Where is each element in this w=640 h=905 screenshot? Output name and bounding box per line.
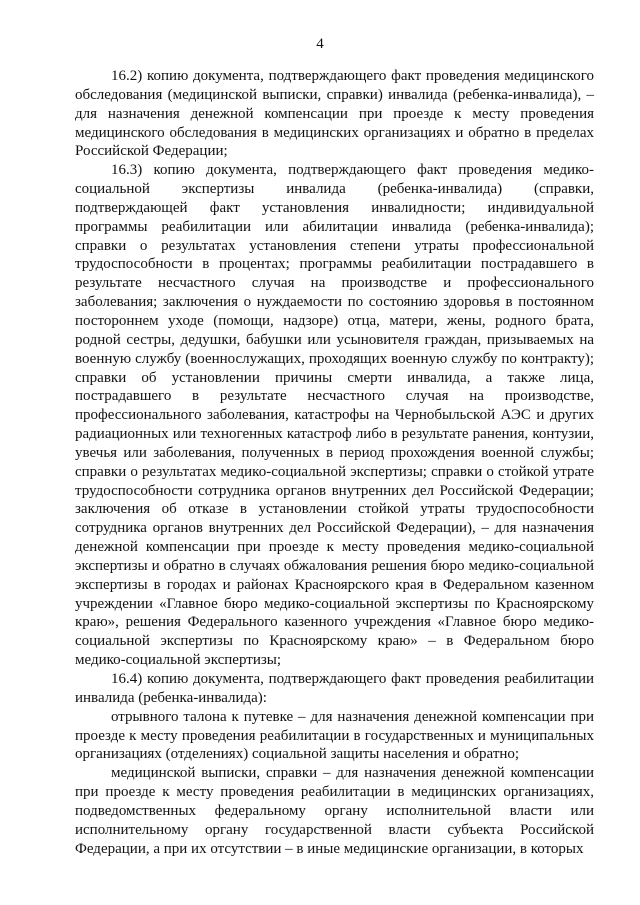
paragraph-16-2: 16.2) копию документа, подтверждающего факт проведения медицинского обследования (медицинской выписки, справки) инвалида (ребенка-инвалида), – для назначения денежной компенсации при проезде к месту проведения медицинского обследования в медицинских организациях и обратно в пределах Российской Федерации;	[75, 68, 594, 160]
paragraph-medical-extract: медицинской выписки, справки – для назначения денежной компенсации при проезде к месту проведения реабилитации в медицинских организациях, подведомственных федеральному органу исполнительной власти или исполнительному органу государственной власти субъекта Российской Федерации, а при их отсутствии – в иные медицинские организации, в которых	[75, 765, 594, 857]
document-body	[75, 67, 594, 858]
paragraph-16-4: 16.4) копию документа, подтверждающего факт проведения реабилитации инвалида (ребенка-инвалида):	[75, 671, 594, 706]
paragraph-coupon: отрывного талона к путевке – для назначения денежной компенсации при проезде к месту проведения реабилитации в государственных и муниципальных организациях (отделениях) социальной защиты населения и обратно;	[75, 708, 594, 763]
page-number: 4	[316, 36, 324, 52]
paragraph-16-3: 16.3) копию документа, подтверждающего факт проведения медико-социальной экспертизы инвалида (ребенка-инвалида) (справки, подтверждающей факт установления инвалидности; индивидуальной программы реабилитации или абилитации инвалида (ребенка-инвалида); справки о результатах установления степени утраты профессиональной трудоспособности в процентах; программы реабилитации пострадавшего в результате несчастного случая на производстве и профессионального заболевания; заключения о нуждаемости по состоянию здоровья в постоянном постороннем уходе (помощи, надзоре) отца, матери, жены, родного брата, родной сестры, дедушки, бабушки или усыновителя граждан, призываемых на военную службу (военнослужащих, проходящих военную службу по контракту); справки об установлении причины смерти инвалида, а также лица, пострадавшего в результате несчастного случая на производстве, профессионального заболевания, катастрофы на Чернобыльской АЭС и других радиационных или техногенных катастроф либо в результате ранения, контузии, увечья или заболевания, полученных в период прохождения военной службы; справки о результатах медико-социальной экспертизы; справки о стойкой утрате трудоспособности сотрудника органов внутренних дел Российской Федерации; заключения об отказе в установлении стойкой утраты трудоспособности сотрудника органов внутренних дел Российской Федерации), – для назначения денежной компенсации при проезде к месту проведения медико-социальной экспертизы и обратно в случаях обжалования решения бюро медико-социальной экспертизы в городах и районах Красноярского края в Федеральном казенном учреждении «Главное бюро медико-социальной экспертизы по Красноярскому краю», решения Федерального казенного учреждения «Главное бюро медико-социальной экспертизы по Красноярскому краю» – в Федеральном бюро медико-социальной экспертизы;	[75, 162, 594, 669]
